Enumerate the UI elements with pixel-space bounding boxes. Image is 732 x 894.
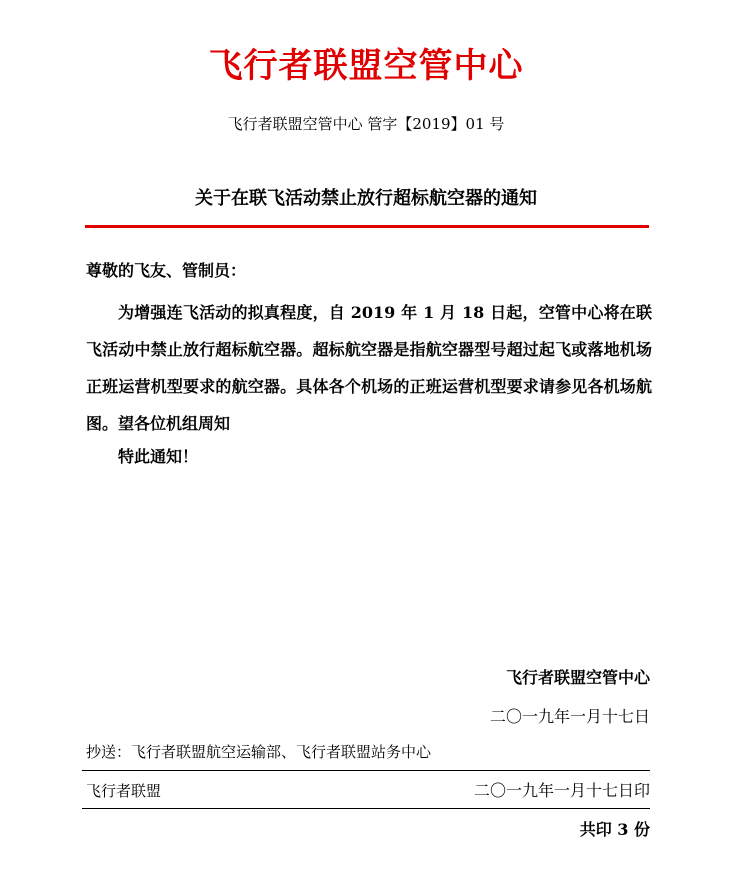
document-number: 飞行者联盟空管中心 管字【2019】01 号 (227, 115, 505, 133)
notice-body-paragraph: 为增强连飞活动的拟真程度，自 2019 年 1 月 18 日起，空管中心将在联飞活动中禁止放行超标航空器。超标航空器是指航空器型号超过起飞或落地机场正班运营机型要求的航空器。具体各个机场的正班运营机型要求请参见各机场航图。望各位机组周知 (86, 303, 652, 433)
footer-rule-top (82, 770, 650, 771)
copy-count: 共印 3 份 (579, 820, 650, 839)
footer-rule-bottom (82, 808, 650, 809)
signature-date: 二〇一九年一月十七日 (489, 707, 650, 726)
signature-organization: 飞行者联盟空管中心 (505, 668, 650, 687)
cc-recipients: 抄送：飞行者联盟航空运输部、飞行者联盟站务中心 (86, 743, 432, 761)
salutation: 尊敬的飞友、管制员： (86, 261, 247, 280)
print-date: 二〇一九年一月十七日印 (473, 781, 650, 800)
issuer-name: 飞行者联盟 (86, 782, 162, 800)
notice-title: 关于在联飞活动禁止放行超标航空器的通知 (195, 188, 537, 209)
closing-remark: 特此通知！ (118, 447, 199, 466)
organization-header: 飞行者联盟空管中心 (208, 46, 524, 86)
red-divider-line (85, 225, 649, 228)
